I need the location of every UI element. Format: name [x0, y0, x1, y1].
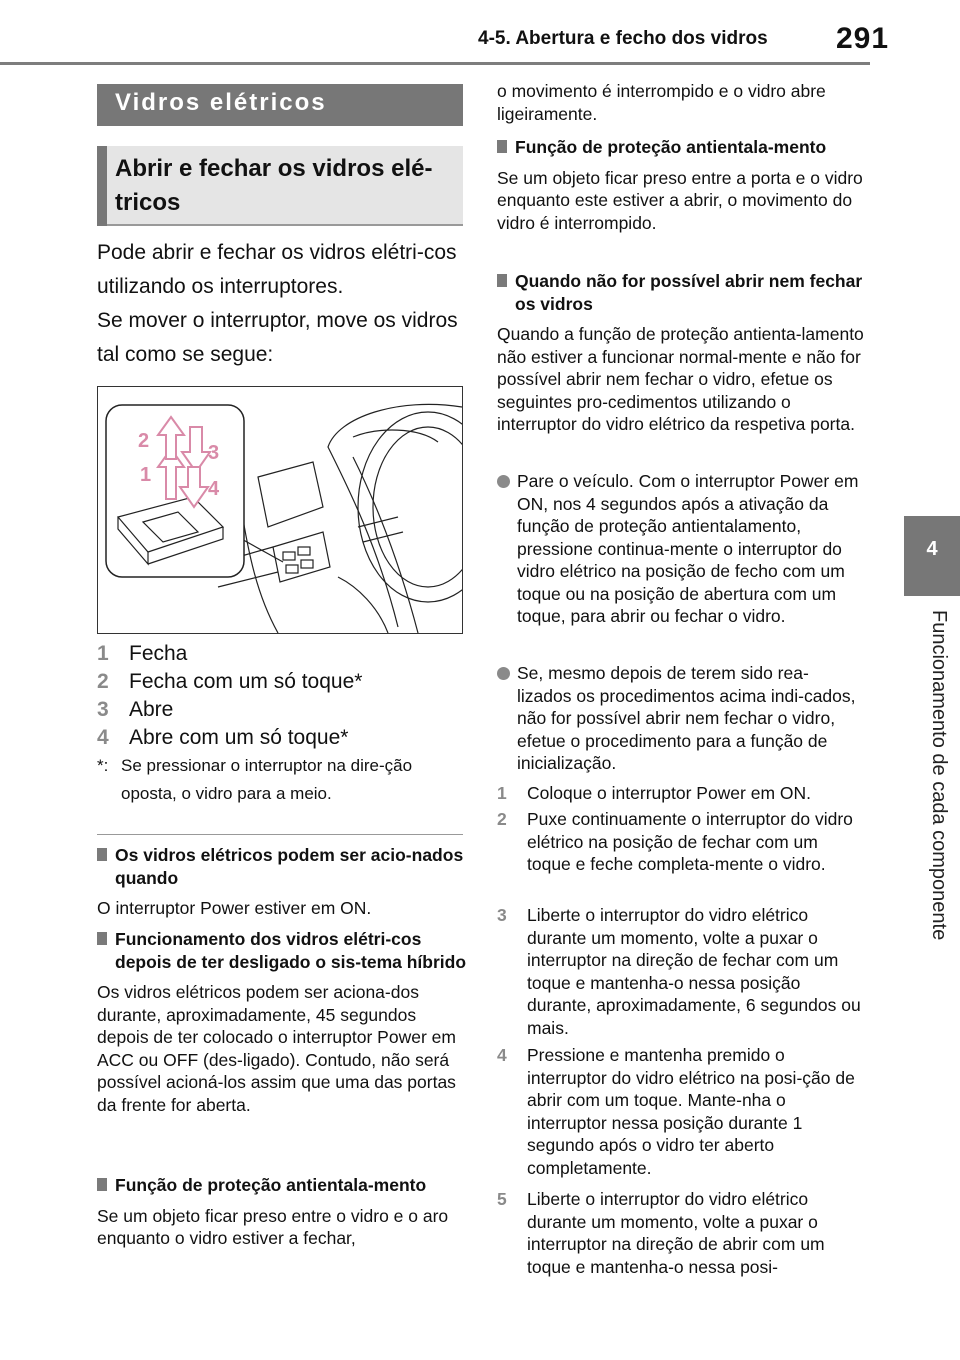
switch-legend: [97, 640, 467, 752]
note-heading: Os vidros elétricos podem ser acio-nados quando: [115, 845, 464, 888]
legend-number: 4: [97, 726, 109, 749]
step-text: Liberte o interruptor do vidro elétrico durante um momento, volte a puxar o interruptor na direção de fechar com um toque e mantenha-o nessa posição durante, aproximadamente, 6 segundos ou mais.: [527, 905, 861, 1038]
note-marker: [497, 274, 507, 287]
note-heading: Função de proteção antientala-mento: [115, 1175, 427, 1195]
legend-number: 3: [97, 698, 109, 721]
chapter-number: 4: [926, 538, 938, 560]
step-item: [497, 1188, 863, 1278]
callout-4: 4: [208, 478, 220, 500]
notes-divider: [97, 834, 463, 835]
callout-1: 1: [140, 464, 152, 486]
legend-item: [97, 640, 467, 668]
bullet-item: [497, 470, 863, 628]
note-marker: [497, 140, 507, 153]
note-body: O interruptor Power estiver em ON.: [97, 898, 372, 918]
legend-item: [97, 668, 467, 696]
note-heading: Função de proteção antientala-mento: [515, 137, 827, 157]
step-text: Puxe continuamente o interruptor do vidro elétrico na posição de fechar com um toque e feche completa-mente o vidro.: [527, 809, 853, 874]
note-anti-pinch-closing: [97, 1174, 467, 1250]
note-heading: Quando não for possível abrir nem fechar os vidros: [515, 271, 863, 314]
note-cannot-operate: [497, 270, 867, 436]
note-body: Se um objeto ficar preso entre a porta e o vidro enquanto este estiver a abrir, o movimento do vidro é interrompido.: [497, 167, 863, 233]
legend-item: [97, 696, 467, 724]
step-item: [497, 808, 863, 876]
legend-item: [97, 724, 467, 752]
window-switch-drawing: [98, 387, 462, 633]
chapter-label: Funcionamento de cada componente: [928, 610, 950, 941]
step-text: Liberte o interruptor do vidro elétrico durante um momento, volte a puxar o interruptor na direção de abrir com um toque e mantenha-o nessa posi-: [527, 1189, 825, 1277]
legend-text: Abre: [129, 698, 174, 721]
bullet-dot-icon: [497, 475, 510, 488]
bullet-dot-icon: [497, 667, 510, 680]
window-switch-illustration: [97, 386, 463, 634]
intro-paragraph-1: Pode abrir e fechar os vidros elétri-cos utilizando os interruptores.: [97, 241, 457, 298]
step-number: 4: [497, 1045, 507, 1065]
step-number: 3: [497, 905, 507, 925]
step-item: [497, 1044, 863, 1179]
step-item: [497, 904, 863, 1039]
bullet-item: [497, 662, 863, 775]
section-header-title: 4-5. Abertura e fecho dos vidros: [478, 28, 768, 49]
footnote: [97, 752, 467, 808]
section-banner-title: Vidros elétricos: [115, 89, 327, 116]
bullet-text: Pare o veículo. Com o interruptor Power em ON, nos 4 segundos após a ativação da função de proteção antientalamento, pressione continua-mente o interruptor do vidro elétrico na posição de fecho com um toque ou na posição de abertura com um toque, para abrir ou fechar o vidro.: [517, 471, 859, 626]
subheading-title: Abrir e fechar os vidros elé-tricos: [115, 155, 433, 216]
step-text: Pressione e mantenha premido o interruptor do vidro elétrico na posi-ção de abrir com um toque. Mante-nha o interruptor nessa posição durante 1 segundo após o vidro ter aberto completamente.: [527, 1045, 855, 1178]
step-item: [497, 782, 863, 805]
step-text: Coloque o interruptor Power em ON.: [527, 783, 812, 803]
step-number: 2: [497, 809, 507, 829]
section-banner: [97, 84, 463, 126]
footnote-marker: *:: [97, 756, 109, 775]
note-marker: [97, 932, 107, 945]
note-marker: [97, 848, 107, 861]
continuation-text: o movimento é interrompido e o vidro abre ligeiramente.: [497, 81, 826, 124]
note-activation: [97, 844, 467, 920]
bullet-text: Se, mesmo depois de terem sido rea-lizados os procedimentos acima indi-cados, não for possível abrir nem fechar o vidro, efetue o procedimento para a função de inicialização.: [517, 663, 856, 773]
note-body: Se um objeto ficar preso entre o vidro e o aro enquanto o vidro estiver a fechar,: [97, 1205, 449, 1248]
note-heading: Funcionamento dos vidros elétri-cos depois de ter desligado o sis-tema híbrido: [115, 929, 467, 972]
legend-text: Fecha: [129, 642, 188, 665]
page-number: 291: [836, 22, 890, 55]
note-after-shutdown: [97, 928, 467, 1116]
note-marker: [97, 1178, 107, 1191]
legend-number: 2: [97, 670, 109, 693]
legend-text: Fecha com um só toque*: [129, 670, 363, 693]
subheading-box: [97, 146, 463, 226]
footnote-text: Se pressionar o interruptor na dire-ção oposta, o vidro para a meio.: [121, 756, 413, 803]
callout-3: 3: [208, 442, 220, 464]
header-rule: [0, 62, 870, 65]
step-number: 1: [497, 783, 507, 803]
note-body: Os vidros elétricos podem ser aciona-dos durante, aproximadamente, 45 segundos depois de ter colocado o interruptor Power em ACC ou OFF (des-ligado). Contudo, não será possível acioná-los assim que uma das portas da frente for aberta.: [97, 982, 456, 1115]
callout-2: 2: [138, 430, 150, 452]
subheading-bar: [97, 146, 107, 226]
legend-text: Abre com um só toque*: [129, 726, 349, 749]
note-body: Quando a função de proteção antienta-lamento não estiver a funcionar normal-mente e não for possível abrir nem fechar o vidro, efetue os seguintes pro-cedimentos utilizando o interruptor do vidro elétrico da respetiva porta.: [497, 324, 864, 434]
step-number: 5: [497, 1189, 507, 1209]
intro-paragraph-2: Se mover o interruptor, move os vidros tal como se segue:: [97, 309, 458, 366]
legend-number: 1: [97, 642, 109, 665]
note-anti-pinch-opening: [497, 136, 867, 234]
